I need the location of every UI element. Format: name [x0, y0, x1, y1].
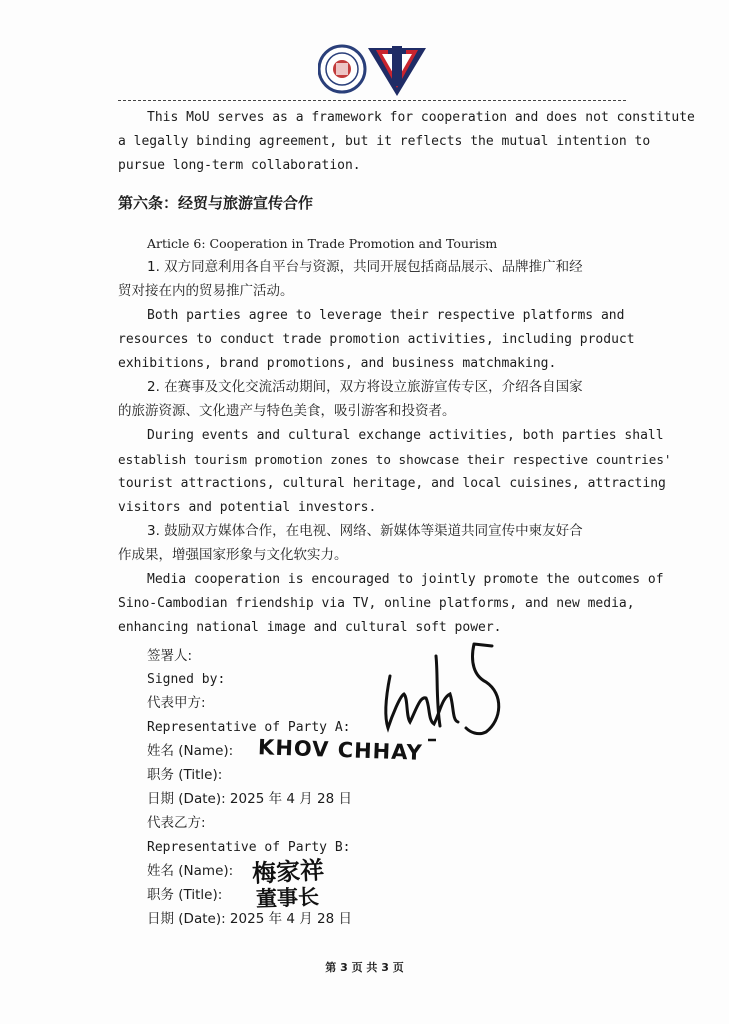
party-a-label-en: Representative of Party A:: [147, 720, 351, 735]
item1-en-line-3: exhibitions, brand promotions, and business matchmaking.: [118, 356, 557, 371]
header-logos: [318, 40, 428, 100]
party-a-label-cn: 代表甲方:: [147, 695, 206, 711]
party-b-label-en: Representative of Party B:: [147, 840, 351, 855]
party-a-signature: [370, 636, 520, 746]
item2-en-line-2: establish tourism promotion zones to showcase their respective countries': [118, 452, 672, 467]
item2-cn-line-1: 2. 在赛事及文化交流活动期间，双方将设立旅游宣传专区，介绍各自国家: [147, 379, 583, 395]
party-b-label-cn: 代表乙方:: [147, 815, 206, 831]
party-b-name-label: 姓名 (Name):: [147, 863, 234, 879]
partner-emblem-logo: [368, 46, 426, 96]
party-a-name-label: 姓名 (Name):: [147, 743, 234, 759]
header-divider: [118, 100, 626, 101]
item3-en-line-2: Sino-Cambodian friendship via TV, online platforms, and new media,: [118, 596, 635, 611]
party-b-handwritten-name: 梅家祥: [251, 856, 325, 888]
party-a-date: 日期 (Date): 2025 年 4 月 28 日: [147, 791, 353, 807]
item1-en-line-1: Both parties agree to leverage their respective platforms and: [147, 308, 625, 323]
university-seal-logo: [319, 46, 365, 92]
party-b-handwritten-title: 董事长: [255, 884, 320, 912]
item1-cn-line-1: 1. 双方同意利用各自平台与资源，共同开展包括商品展示、品牌推广和经: [147, 259, 583, 275]
article-heading-en: Article 6: Cooperation in Trade Promotion and Tourism: [147, 236, 498, 251]
signers-label-cn: 签署人:: [147, 648, 193, 664]
item2-en-line-1: During events and cultural exchange activities, both parties shall: [147, 428, 664, 443]
article-heading-cn: 第六条：经贸与旅游宣传合作: [118, 194, 314, 212]
intro-line-1: This MoU serves as a framework for cooperation and does not constitute: [147, 110, 695, 125]
intro-line-2: a legally binding agreement, but it reflects the mutual intention to: [118, 134, 651, 149]
signers-label-en: Signed by:: [147, 672, 226, 687]
item1-cn-line-2: 贸对接在内的贸易推广活动。: [118, 283, 294, 299]
intro-line-3: pursue long-term collaboration.: [118, 158, 361, 173]
page-number: 第 3 页 共 3 页: [325, 961, 404, 974]
item3-en-line-3: enhancing national image and cultural soft power.: [118, 620, 502, 635]
item1-en-line-2: resources to conduct trade promotion activities, including product: [118, 332, 635, 347]
item2-en-line-4: visitors and potential investors.: [118, 500, 377, 515]
party-b-title-label: 职务 (Title):: [147, 887, 223, 903]
item3-en-line-1: Media cooperation is encouraged to jointly promote the outcomes of: [147, 572, 664, 587]
party-a-title-label: 职务 (Title):: [147, 767, 223, 783]
party-a-handwritten-name: KHOV CHHAY: [257, 735, 424, 765]
party-b-date: 日期 (Date): 2025 年 4 月 28 日: [147, 911, 353, 927]
item2-en-line-3: tourist attractions, cultural heritage, and local cuisines, attracting: [118, 476, 666, 491]
item3-cn-line-1: 3. 鼓励双方媒体合作，在电视、网络、新媒体等渠道共同宣传中柬友好合: [147, 523, 583, 539]
item3-cn-line-2: 作成果，增强国家形象与文化软实力。: [118, 547, 348, 563]
item2-cn-line-2: 的旅游资源、文化遗产与特色美食，吸引游客和投资者。: [118, 403, 456, 419]
